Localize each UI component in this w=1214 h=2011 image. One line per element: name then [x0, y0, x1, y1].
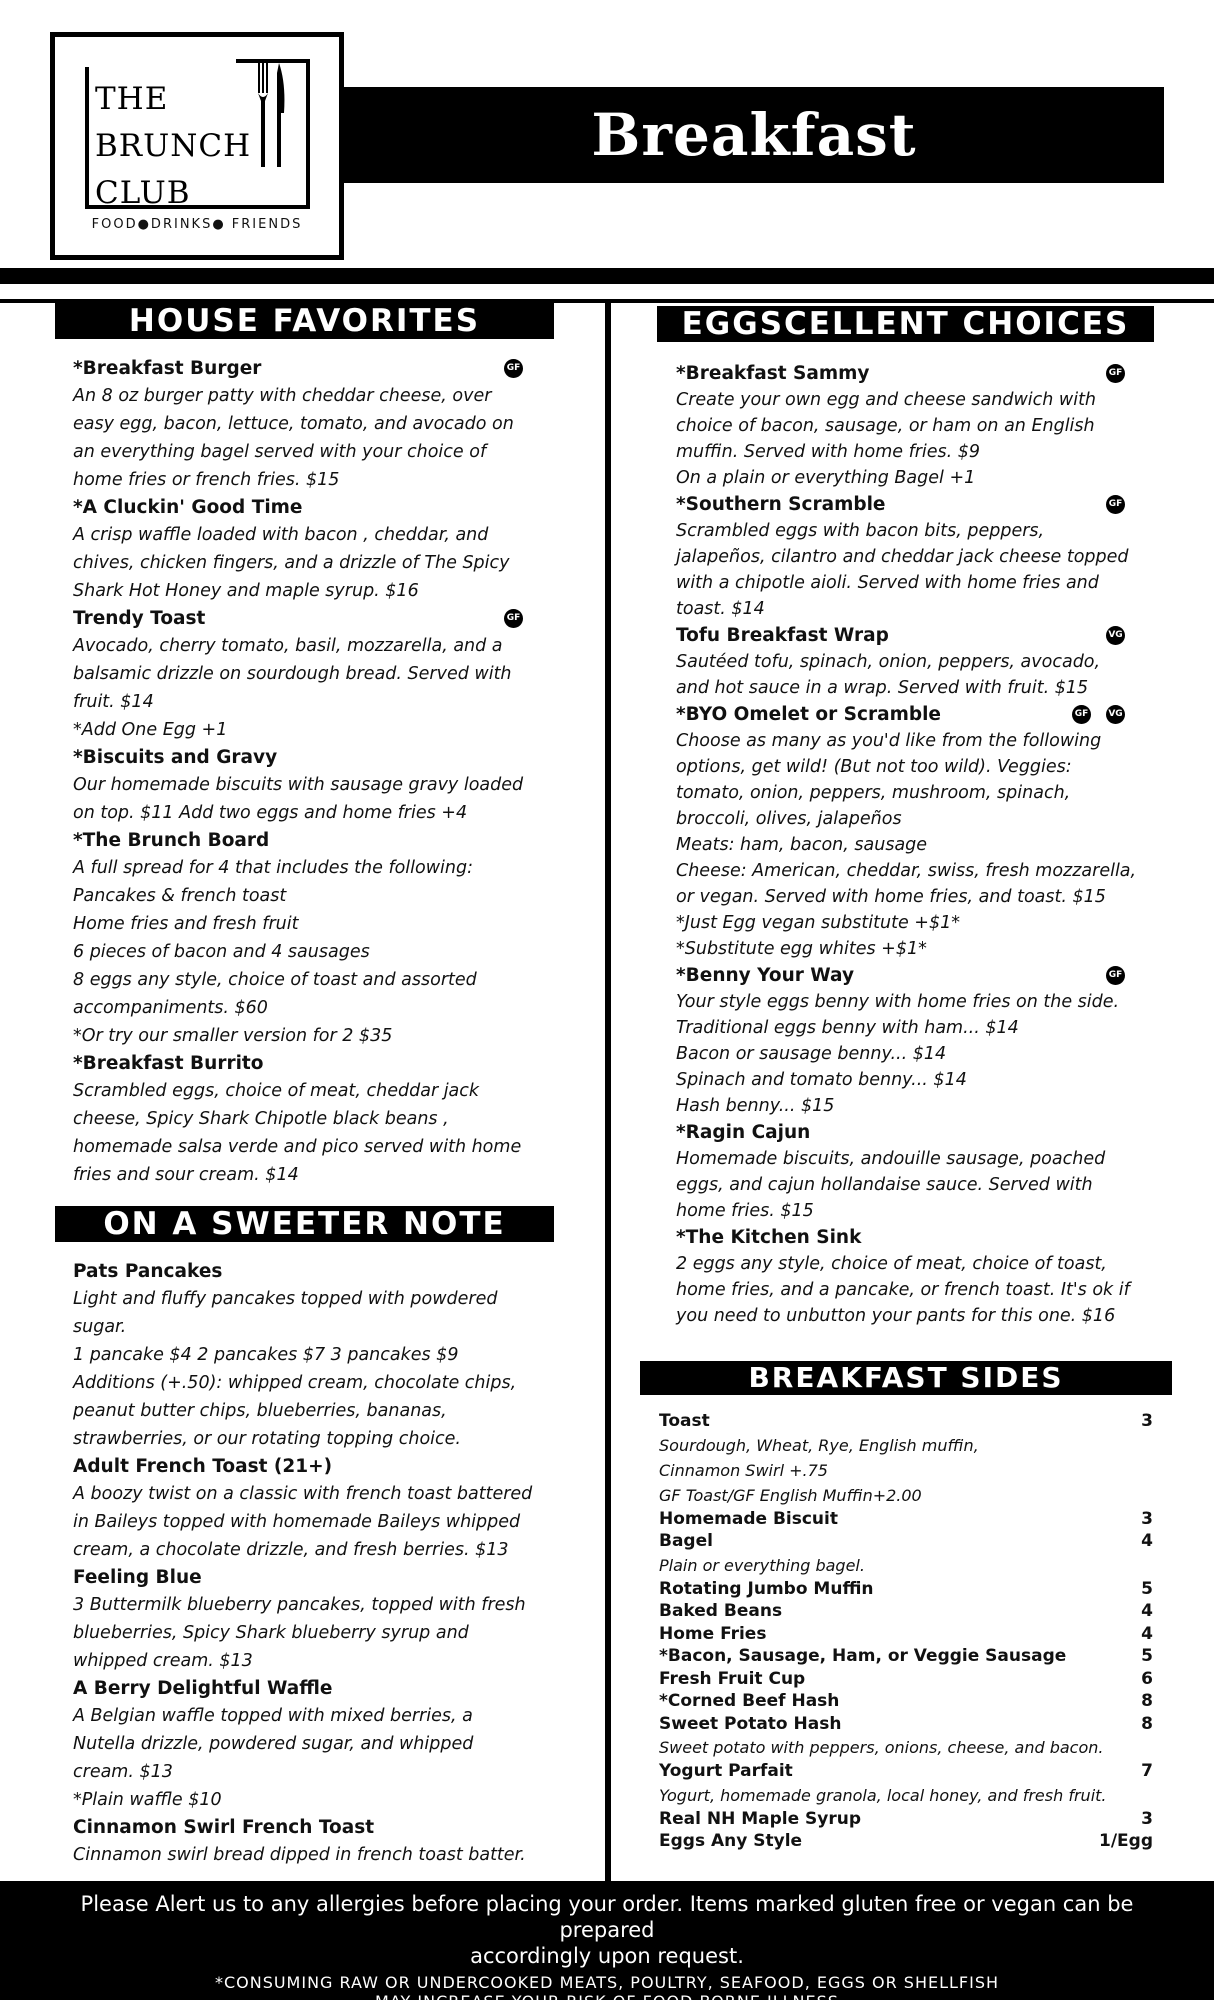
house-favorites-list — [73, 355, 533, 1189]
side-name: Toast — [659, 1411, 710, 1431]
side-desc: Sweet potato with peppers, onions, cheese, and bacon. — [659, 1738, 1104, 1757]
side-price: 4 — [1141, 1601, 1153, 1621]
section-header-eggscellent: EGGSCELLENT CHOICES — [657, 306, 1154, 342]
menu-item-name: Adult French Toast (21+) — [73, 1456, 333, 1477]
title-banner — [344, 87, 1164, 183]
menu-item — [73, 355, 533, 494]
side-item — [659, 1830, 1153, 1853]
menu-item — [73, 494, 533, 605]
menu-item-desc: Light and fluffy pancakes topped with powdered sugar. 1 pancake $4 2 pancakes $7 3 pancakes $9 Additions (+.50): whipped cream, chocolate chips, peanut butter chips, blueberries, bananas, strawberries, or our rotating topping choice. — [73, 1289, 517, 1449]
menu-item — [676, 1119, 1146, 1224]
side-item — [659, 1530, 1153, 1578]
gluten-free-badge-icon: GF — [504, 359, 523, 378]
menu-item-name: Tofu Breakfast Wrap — [676, 625, 889, 646]
menu-item — [73, 1814, 543, 1869]
side-price: 3 — [1141, 1808, 1153, 1829]
menu-item — [676, 962, 1146, 1119]
side-price: 5 — [1141, 1646, 1153, 1666]
side-name: Yogurt Parfait — [659, 1761, 793, 1781]
menu-item-desc: 2 eggs any style, choice of meat, choice of toast, home fries, and a pancake, or french toast. It's ok if you need to unbutton your pants for this one. $16 — [676, 1254, 1130, 1326]
menu-item-desc: 3 Buttermilk blueberry pancakes, topped with fresh blueberries, Spicy Shark blueberry syrup and whipped cream. $13 — [73, 1595, 526, 1671]
section-header-house-favorites: HOUSE FAVORITES — [55, 303, 554, 339]
menu-item-name: *Southern Scramble — [676, 494, 886, 515]
menu-item — [73, 1453, 543, 1564]
gluten-free-badge-icon: GF — [1106, 966, 1125, 985]
side-item — [659, 1668, 1153, 1691]
side-item — [659, 1713, 1153, 1761]
side-desc: Yogurt, homemade granola, local honey, and fresh fruit. — [659, 1785, 1107, 1805]
page-title: Breakfast — [591, 101, 917, 169]
side-name: Homemade Biscuit — [659, 1508, 838, 1529]
menu-item-desc: An 8 oz burger patty with cheddar cheese, over easy egg, bacon, lettuce, tomato, and avocado on an everything bagel served with your choice of home fries or french fries. $15 — [73, 386, 514, 490]
menu-item-desc: Cinnamon swirl bread dipped in french toast batter. — [73, 1845, 526, 1865]
menu-item — [73, 827, 533, 1050]
menu-item-desc: A Belgian waffle topped with mixed berries, a Nutella drizzle, powdered sugar, and whipped cream. $13 *Plain waffle $10 — [73, 1706, 474, 1810]
side-item — [659, 1808, 1153, 1831]
side-name: Real NH Maple Syrup — [659, 1808, 862, 1829]
side-item — [659, 1508, 1153, 1531]
menu-item-desc: Sautéed tofu, spinach, onion, peppers, avocado, and hot sauce in a wrap. Served with fruit. $15 — [676, 652, 1101, 698]
side-price: 4 — [1141, 1623, 1153, 1644]
side-item — [659, 1578, 1153, 1601]
menu-item-desc: A boozy twist on a classic with french toast battered in Baileys topped with homemade Baileys whipped cream, a chocolate drizzle, and fresh berries. $13 — [73, 1484, 533, 1560]
menu-item-desc: Scrambled eggs with bacon bits, peppers, jalapeños, cilantro and cheddar jack cheese topped with a chipotle aioli. Served with home fries and toast. $14 — [676, 521, 1129, 619]
side-price: 3 — [1141, 1508, 1153, 1529]
side-name: Eggs Any Style — [659, 1831, 803, 1851]
menu-item-name: *Biscuits and Gravy — [73, 747, 278, 768]
allergy-footer — [0, 1881, 1214, 2011]
gluten-free-badge-icon: GF — [1106, 495, 1125, 514]
logo-line-the: THE — [95, 81, 169, 117]
side-name: *Bacon, Sausage, Ham, or Veggie Sausage — [659, 1646, 1067, 1666]
menu-item-desc: Your style eggs benny with home fries on the side. Traditional eggs benny with ham... $14 Bacon or sausage benny... $14 Spinach and tomato benny... $14 Hash benny... $15 — [676, 992, 1120, 1116]
menu-item-name: *Breakfast Burger — [73, 358, 262, 379]
allergy-notice: Please Alert us to any allergies before placing your order. Items marked gluten free or vegan can be prepared accordingly upon request. — [80, 1892, 1134, 1968]
breakfast-sides-list — [659, 1410, 1153, 1853]
menu-item-name: *Breakfast Burrito — [73, 1053, 264, 1074]
logo-tagline: FOOD●DRINKS● FRIENDS — [91, 217, 303, 232]
side-price: 5 — [1141, 1578, 1153, 1599]
side-name: Rotating Jumbo Muffin — [659, 1578, 874, 1599]
side-price: 4 — [1141, 1531, 1153, 1551]
gluten-free-badge-icon: GF — [504, 609, 523, 628]
menu-item-desc: A full spread for 4 that includes the following: Pancakes & french toast Home fries and fresh fruit 6 pieces of bacon and 4 sausages 8 eggs any style, choice of toast and assorted accompaniments. $60 *Or try our smaller version for 2 $35 — [73, 858, 477, 1046]
side-name: Home Fries — [659, 1623, 767, 1644]
sweeter-note-list — [73, 1258, 543, 1869]
side-price: 1/Egg — [1099, 1831, 1153, 1851]
side-price: 8 — [1141, 1713, 1153, 1734]
gluten-free-badge-icon: GF — [1072, 705, 1091, 724]
section-header-sweeter-note: ON A SWEETER NOTE — [55, 1206, 554, 1242]
menu-item-name: Trendy Toast — [73, 608, 206, 629]
side-desc: Plain or everything bagel. — [659, 1555, 865, 1575]
side-item — [659, 1645, 1153, 1668]
menu-item — [676, 491, 1146, 622]
menu-item — [676, 701, 1146, 962]
menu-item — [73, 744, 533, 827]
menu-item — [73, 1050, 533, 1189]
menu-item-name: *Breakfast Sammy — [676, 363, 870, 384]
side-item — [659, 1760, 1153, 1808]
menu-item-name: *The Brunch Board — [73, 830, 270, 851]
side-item — [659, 1410, 1153, 1508]
side-name: Sweet Potato Hash — [659, 1713, 842, 1734]
menu-item-desc: Homemade biscuits, andouille sausage, poached eggs, and cajun hollandaise sauce. Served with home fries. $15 — [676, 1149, 1106, 1221]
side-item — [659, 1600, 1153, 1623]
side-price: 8 — [1141, 1691, 1153, 1711]
menu-item — [73, 1675, 543, 1814]
menu-item — [73, 605, 533, 744]
menu-item-name: *A Cluckin' Good Time — [73, 497, 303, 518]
logo-line-club: CLUB — [95, 175, 191, 211]
column-divider — [605, 303, 611, 1881]
menu-item-name: Cinnamon Swirl French Toast — [73, 1817, 375, 1838]
side-name: Fresh Fruit Cup — [659, 1668, 806, 1689]
menu-item-name: *BYO Omelet or Scramble — [676, 704, 941, 725]
eggscellent-list — [676, 360, 1146, 1329]
side-name: Bagel — [659, 1531, 713, 1551]
menu-item-name: *Ragin Cajun — [676, 1122, 811, 1143]
menu-item-name: *Benny Your Way — [676, 965, 855, 986]
logo-line-brunch: BRUNCH — [95, 128, 252, 164]
side-name: *Corned Beef Hash — [659, 1691, 840, 1711]
menu-item-name: Feeling Blue — [73, 1567, 202, 1588]
menu-item-desc: Choose as many as you'd like from the following options, get wild! (But not too wild). Veggies: tomato, onion, peppers, mushroom, spinach, broccoli, olives, jalapeños Meats: ham, bacon, sausage Cheese: American, cheddar, swiss, fresh mozzarella, or vegan. Served with home fries, and toast. $15 *Just Egg vegan substitute +$1* *Substitute egg whites +$1* — [676, 731, 1137, 959]
menu-item — [676, 360, 1146, 491]
menu-item-name: Pats Pancakes — [73, 1261, 223, 1282]
fork-knife-icon — [257, 63, 287, 167]
side-item — [659, 1623, 1153, 1646]
menu-item — [676, 1224, 1146, 1329]
menu-item-desc: Our homemade biscuits with sausage gravy loaded on top. $11 Add two eggs and home fries +4 — [73, 775, 524, 823]
gluten-free-badge-icon: GF — [1106, 364, 1125, 383]
vegan-badge-icon: VG — [1106, 705, 1125, 724]
menu-item-desc: Create your own egg and cheese sandwich with choice of bacon, sausage, or ham on an English muffin. Served with home fries. $9 On a plain or everything Bagel +1 — [676, 390, 1097, 488]
side-item — [659, 1690, 1153, 1713]
side-price: 6 — [1141, 1668, 1153, 1689]
menu-item-desc: Avocado, cherry tomato, basil, mozzarella, and a balsamic drizzle on sourdough bread. Served with fruit. $14 *Add One Egg +1 — [73, 636, 512, 740]
section-header-sides: BREAKFAST SIDES — [640, 1361, 1172, 1395]
side-desc: Sourdough, Wheat, Rye, English muffin, Cinnamon Swirl +.75 GF Toast/GF English Muffin+2.00 — [659, 1435, 979, 1505]
menu-item-name: A Berry Delightful Waffle — [73, 1678, 333, 1699]
consumption-warning: *CONSUMING RAW OR UNDERCOOKED MEATS, POULTRY, SEAFOOD, EGGS OR SHELLFISH MAY INCREASE YOUR RISK OF FOOD BORNE ILLNESS — [214, 1973, 1000, 2011]
menu-item-desc: A crisp waffle loaded with bacon , cheddar, and chives, chicken fingers, and a drizzle of The Spicy Shark Hot Honey and maple syrup. $16 — [73, 525, 510, 601]
header-divider-thick — [0, 268, 1214, 284]
vegan-badge-icon: VG — [1106, 626, 1125, 645]
side-price: 7 — [1141, 1761, 1153, 1781]
menu-item — [73, 1564, 543, 1675]
menu-item-name: *The Kitchen Sink — [676, 1227, 862, 1248]
brand-logo — [50, 32, 344, 260]
side-name: Baked Beans — [659, 1601, 783, 1621]
side-price: 3 — [1141, 1411, 1153, 1431]
menu-item — [73, 1258, 543, 1453]
menu-item — [676, 622, 1146, 701]
menu-item-desc: Scrambled eggs, choice of meat, cheddar jack cheese, Spicy Shark Chipotle black beans , homemade salsa verde and pico served with home fries and sour cream. $14 — [73, 1081, 522, 1185]
